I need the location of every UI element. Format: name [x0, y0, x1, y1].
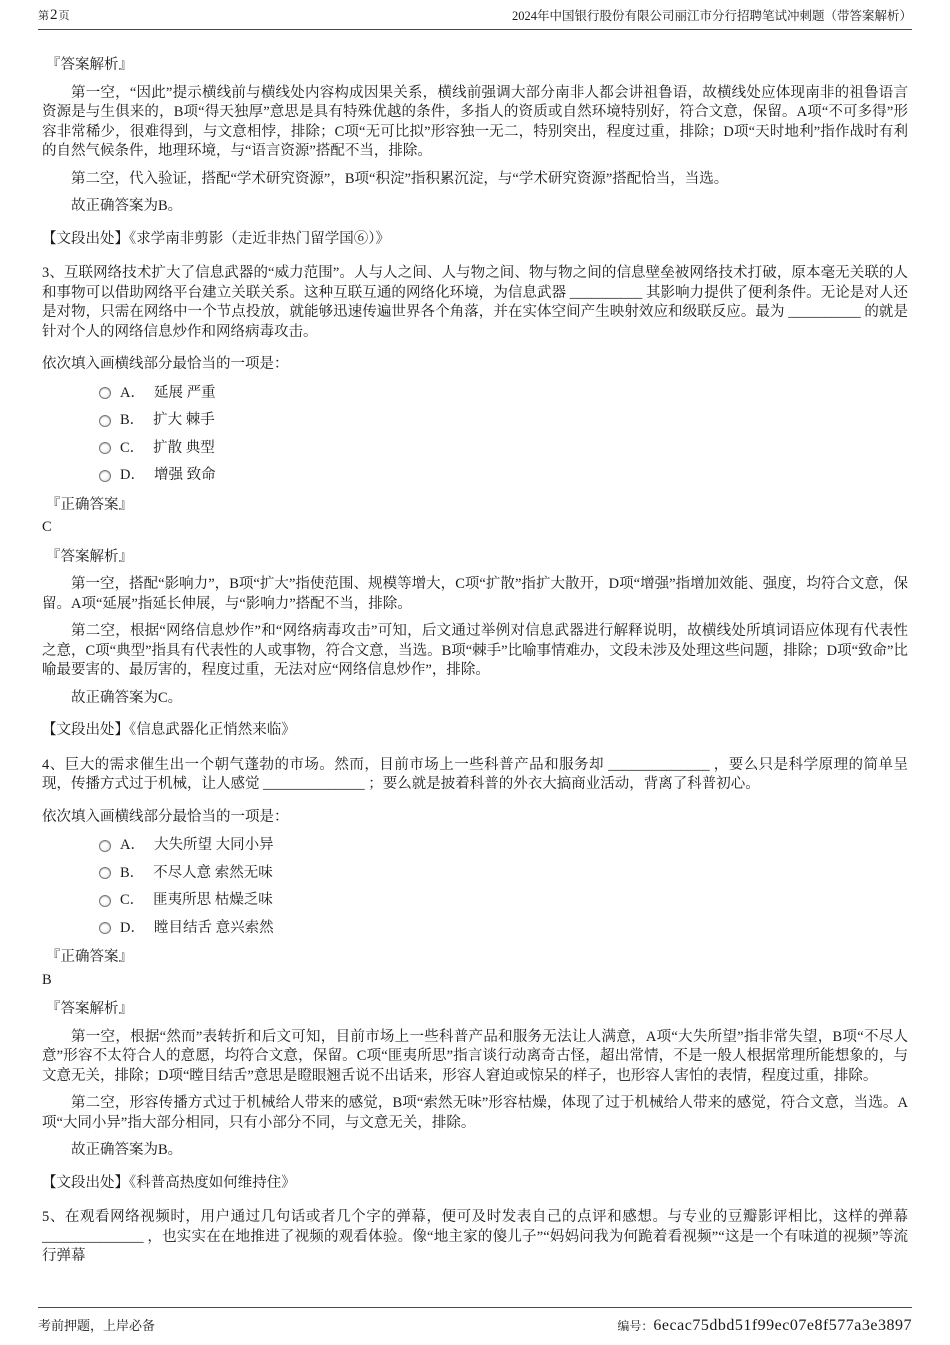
radio-button-icon[interactable]	[99, 895, 111, 907]
question-text: 5、在观看网络视频时，用户通过几句话或者几个字的弹幕，便可及时发表自己的点评和感想。与专业的豆瓣影评相比，这样的弹幕 ______________ ，也实实在在地推进了视频的观看体验。像“地主家的傻儿子”“妈妈问我为何跪着看视频”“这是一个有味道的视频”等流行弹幕	[42, 1209, 908, 1264]
section-title: 『答案解析』	[46, 1001, 133, 1017]
section-title: 『答案解析』	[46, 548, 133, 565]
radio-button-icon[interactable]	[99, 867, 111, 879]
footer-slogan: 考前押题，上岸必备	[38, 1318, 156, 1333]
option-row[interactable]	[42, 411, 908, 431]
page-number	[38, 7, 70, 24]
source-line: 【文段出处】《信息武器化正悄然来临》	[42, 722, 296, 738]
option-letter: B．	[120, 864, 145, 881]
option-text: 扩大 棘手	[153, 412, 215, 428]
radio-button-icon[interactable]	[99, 470, 111, 482]
option-letter: D．	[120, 467, 145, 483]
paragraph: 第一空，根据“然而”表转折和后文可知，目前市场上一些科普产品和服务无法让人满意，A项“大失所望”指非常失望，B项“不尽人意”形容不太符合人的意愿，均符合文意，保留。C项“匪夷所思”指言谈行动离奇古怪，超出常情，不是一般人根据常理所能想象的，与文意无关，排除；D项“瞠目结舌”意思是瞪眼翘舌说不出话来，形容人窘迫或惊呆的样子，也形容人害怕的表情，程度过重，排除。	[42, 1028, 908, 1084]
option-row[interactable]	[42, 836, 908, 856]
option-row[interactable]	[42, 466, 908, 486]
option-row[interactable]	[42, 919, 908, 939]
paragraph: 第二空，代入验证，搭配“学术研究资源”，B项“积淀”指积累沉淀，与“学术研究资源”搭配恰当，当选。	[71, 170, 729, 187]
paragraph: 第二空，形容传播方式过于机械给人带来的感觉，B项“索然无味”形容枯燥，体现了过于机械给人带来的感觉，符合文意，当选。A项“大同小异”指大部分相同，只有小部分不同，与文意无关，排除。	[42, 1095, 908, 1131]
answer-letter: C	[42, 519, 52, 535]
option-text: 扩散 典型	[153, 439, 215, 456]
question-stem: 依次填入画横线部分最恰当的一项是：	[42, 808, 289, 825]
radio-button-icon[interactable]	[99, 415, 111, 427]
option-text: 大失所望 大同小异	[153, 837, 274, 853]
page-footer	[38, 1307, 912, 1335]
option-letter: C．	[120, 892, 145, 908]
paragraph: 故正确答案为B。	[71, 1142, 183, 1158]
question-text: 4、巨大的需求催生出一个朝气蓬勃的市场。然而，目前市场上一些科普产品和服务却 ______________ ，要么只是科学原理的简单呈现，传播方式过于机械，让人感觉 ______________ ；要么就是披着科普的外衣大搞商业活动，背离了科普初心。	[42, 756, 908, 792]
option-text: 增强 致命	[153, 467, 216, 483]
option-text: 不尽人意 索然无味	[153, 864, 273, 881]
question-text: 3、互联网络技术扩大了信息武器的“威力范围”。人与人之间、人与物之间、物与物之间的信息壁垒被网络技术打破，原本毫无关联的人和事物可以借助网络平台建立关联关系。这种互联互通的网络化环境，为信息武器 __________ 其影响力提供了便利条件。无论是对人还是对物，只需在网络中一个节点投放，就能够迅速传遍世界各个角落，并在实体空间产生映射效应和级联反应。最为 __________ 的就是针对个人的网络信息炒作和网络病毒攻击。	[42, 265, 908, 340]
paragraph: 第二空，根据“网络信息炒作”和“网络病毒攻击”可知，后文通过举例对信息武器进行解释说明，故横线处所填词语应体现有代表性之意，C项“典型”指具有代表性的人或事物，符合文意，当选。B项“棘手”比喻事情难办，文段未涉及处理这些问题，排除；D项“致命”比喻最要害的、最厉害的，程度过重，无法对应“网络信息炒作”，排除。	[42, 623, 908, 678]
radio-button-icon[interactable]	[99, 922, 111, 934]
option-text: 延展 严重	[153, 384, 216, 401]
option-text: 瞠目结舌 意兴索然	[153, 919, 274, 936]
paragraph: 故正确答案为C。	[71, 689, 183, 706]
paragraph: 第一空，搭配“影响力”，B项“扩大”指使范围、规模等增大，C项“扩散”指扩大散开，D项“增强”指增加效能、强度，均符合文意，保留。A项“延展”指延长伸展，与“影响力”搭配不当，排除。	[42, 576, 908, 612]
paragraph: 故正确答案为B。	[71, 198, 183, 214]
section-title: 『答案解析』	[46, 57, 133, 73]
footer-serial-label: 编号：	[617, 1319, 654, 1333]
radio-button-icon[interactable]	[99, 442, 111, 454]
option-row[interactable]	[42, 864, 908, 884]
source-line: 【文段出处】《求学南非剪影（走近非热门留学国⑥）》	[42, 230, 390, 247]
option-row[interactable]	[42, 891, 908, 911]
answer-letter: B	[42, 971, 52, 988]
page-number-value: 2	[50, 7, 58, 23]
question-stem: 依次填入画横线部分最恰当的一项是：	[42, 356, 289, 372]
options-group	[42, 836, 908, 938]
options-group	[42, 384, 908, 486]
radio-button-icon[interactable]	[99, 387, 111, 399]
source-line: 【文段出处】《科普高热度如何维持住》	[42, 1174, 296, 1191]
footer-serial	[617, 1317, 912, 1335]
paragraph: 第一空，“因此”提示横线前与横线处内容构成因果关系，横线前强调大部分南非人都会讲祖鲁语，故横线处应体现南非的祖鲁语言资源是与生俱来的，B项“得天独厚”意思是具有特殊优越的条件，多指人的资质或自然环境特别好，符合文意，保留。A项“不可多得”形容非常稀少，很难得到，与文意相悖，排除；C项“无可比拟”形容独一无二，特别突出，程度过重，排除；D项“天时地利”指作战时有利的自然气候条件，地理环境，与“语言资源”搭配不当，排除。	[42, 84, 908, 159]
option-letter: B．	[120, 412, 145, 428]
option-letter: A．	[120, 384, 145, 401]
page-number-prefix: 第	[38, 10, 49, 22]
section-title: 『正确答案』	[46, 949, 133, 965]
document-title: 2024年中国银行股份有限公司丽江市分行招聘笔试冲刺题（带答案解析）	[511, 9, 912, 23]
option-letter: D．	[120, 919, 145, 936]
option-text: 匪夷所思 枯燥乏味	[153, 892, 273, 908]
option-letter: A．	[120, 837, 145, 853]
footer-serial-value: 6ecac75dbd51f99ec07e8f577a3e3897	[653, 1317, 912, 1334]
option-row[interactable]	[42, 384, 908, 404]
option-letter: C．	[120, 439, 145, 456]
section-title: 『正确答案』	[46, 496, 133, 513]
radio-button-icon[interactable]	[99, 840, 111, 852]
page-number-suffix: 页	[58, 10, 70, 22]
option-row[interactable]	[42, 439, 908, 459]
page-header	[38, 6, 912, 30]
document-body	[42, 46, 908, 1302]
